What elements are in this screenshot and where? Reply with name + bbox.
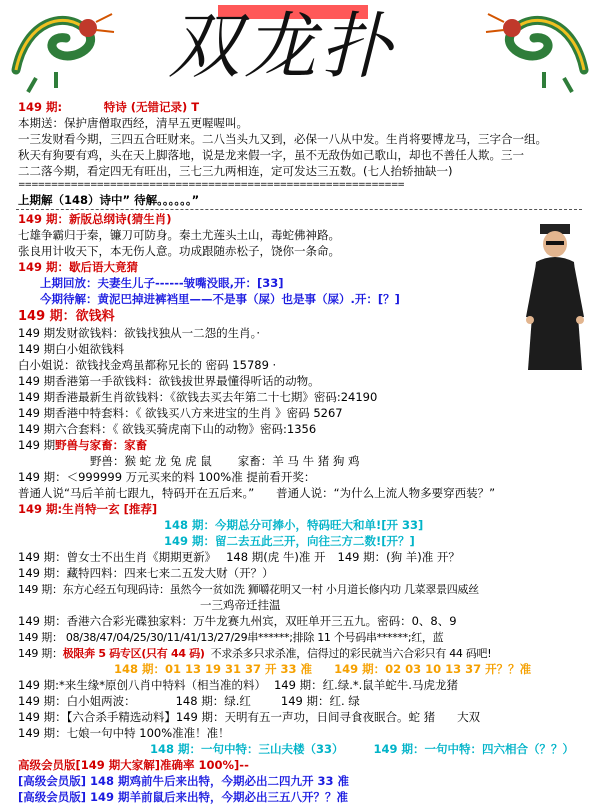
line: 七雄争霸归于秦，镰刀可防身。秦土尤莲头土山，毒蛇佛神路。: [18, 228, 340, 242]
line: 白小姐说：欲钱找金鸡虽都称兄长的 密码 15789 ·: [18, 358, 277, 372]
line-cyan: 148 期：今期总分可捧小，特码旺大和单![开 33]: [164, 518, 424, 532]
line: 149 期六合套料：《 欲钱买骑虎南下山的动物》密码:1356: [18, 422, 317, 436]
line-heading: 高级会员版[149 期大家解]准确率 100%]--: [18, 758, 249, 772]
line: 149 期：藏特四料：四来七来二五发大财（开？）: [18, 566, 274, 580]
line: 野兽：猴 蛇 龙 兔 虎 鼠 家畜：羊 马 牛 猪 狗 鸡: [90, 454, 360, 468]
line: 149 期：白小姐两波： 148 期：绿.红 149 期：红. 绿: [18, 694, 360, 708]
line: 149 期发财欲钱料：欲钱找独从一二怨的生肖。·: [18, 326, 261, 340]
line: 149 期白小姐欲钱料: [18, 342, 125, 356]
line: 149 期：曾女士不出生肖《期期更新》 148 期(虎 牛)准 开 149 期：(狗 羊)准 开？: [18, 550, 460, 564]
line: 149 期：＜999999 万元买来的料 100%准 提前看开奖：: [18, 470, 316, 484]
line: 普通人说“马后羊前七跟九，特码开在五后来。” 普通人说：“为什么上流人物多要穿西装？”: [18, 486, 496, 500]
line-heading: 149 期:生肖特一玄 [推荐]: [18, 502, 158, 516]
line-poem-head: 149 期: 特诗 (无错记录) T: [18, 100, 200, 114]
line-orange: 148 期：01 13 19 31 37 开 33 准 149 期：02 03 10 13 37 开？？准: [114, 662, 532, 676]
person-in-robe: [522, 222, 588, 372]
line-heading: 149 期：新版总纲诗(猜生肖): [18, 212, 172, 226]
line: 149 期： 08/38/47/04/25/30/11/41/13/27/29串******;排除 11 个号码串******;红，蓝: [18, 631, 444, 644]
line: 秋天有狗要有鸡，头在天上脚落地，说是龙来假一字，虽不无敌伪如己歌山，却也不善任人欺。三一: [18, 148, 524, 162]
line-blue: [高级会员版] 148 期鸡前牛后来出特，今期必出二四九开 33 准: [18, 774, 350, 788]
line: 149 期香港中特套料：《 欲钱买八方来进宝的生肖 》密码 5267: [18, 406, 343, 420]
line: 149 期:*来生缘*原创八肖中特料（相当准的料） 149 期：红.绿.*.鼠羊蛇牛.马虎龙猪: [18, 678, 458, 692]
line-heading: 149 期：欲钱料: [18, 309, 115, 324]
line: 张良用计收天下，本无伤人意。功成跟随赤松子，饶你一条命。: [18, 244, 340, 258]
line: 149 期：极限奔 5 码专区(只有 44 码) 不求杀多只求杀准，信得过的彩民就当六合彩只有 44 码吧!: [18, 647, 492, 660]
line-blue: [高级会员版] 149 期羊前鼠后来出特，今期必出三五八开？？准: [18, 790, 349, 804]
divider: [16, 209, 582, 210]
line: 上期解（148）诗中” 待解。。。。。。”: [18, 193, 200, 207]
line-cyan: 148 期：一句中特：三山夫楼（33） 149 期：一句中特：四六相合（？？）: [150, 742, 575, 756]
line: 一三鸡帝迁挂温: [200, 598, 281, 612]
dragon-icon: [474, 0, 594, 100]
line: 149 期：【六合杀手精选动料】149 期：天明有五一声功，日间寻食夜眠合。蛇 猪 大双: [18, 710, 481, 724]
line-blue: 上期回放：夫妻生儿子------皱嘴没眼,开：[33]: [40, 276, 284, 290]
separator-text: ===========================================================: [18, 180, 404, 190]
line: 149 期：东方心经五句现码诗：虽然今一贫如洗 狮嚼花明又一村 小月道长修内功 几菜翠景四威丝: [18, 583, 479, 596]
page-title: 双龙扑: [168, 4, 397, 88]
line-heading: 149 期野兽与家畜：家畜: [18, 438, 148, 452]
line-cyan: 149 期：留二去五此三开，向往三方二数![开？]: [164, 534, 415, 548]
line: 二二落今期，看定四无有旺出，三七三九两相连，定可发达三五数。(七人抬轿抽缺一): [18, 164, 453, 178]
line: 149 期：香港六合彩光碟独家料：万牛龙赛九州宾，双旺单开三五九。密码：0、8、9: [18, 614, 457, 628]
line: 一三发财看今期，三四五合旺财来。二八当头九又到，必保一八从中发。生肖将要博龙马，三字合一组。: [18, 132, 547, 146]
line-blue: 今期待解：黄泥巴掉进裤裆里——不是事（屎）也是事（屎）.开：[？]: [40, 292, 400, 306]
line: 149 期香港最新生肖欲钱料：《欲钱去买去年第二十七期》密码:24190: [18, 390, 378, 404]
line-heading: 149 期：歇后语大竟猜: [18, 260, 139, 274]
dragon-icon: [6, 0, 126, 100]
line: 149 期香港第一手欲钱料：欲钱拔世界最懂得听话的动物。: [18, 374, 320, 388]
line: 149 期：七娘一句中特 100%准准！准！: [18, 726, 230, 740]
line: 本期送：保护唐僧取西经，清早五更喔喔叫。: [18, 116, 248, 130]
